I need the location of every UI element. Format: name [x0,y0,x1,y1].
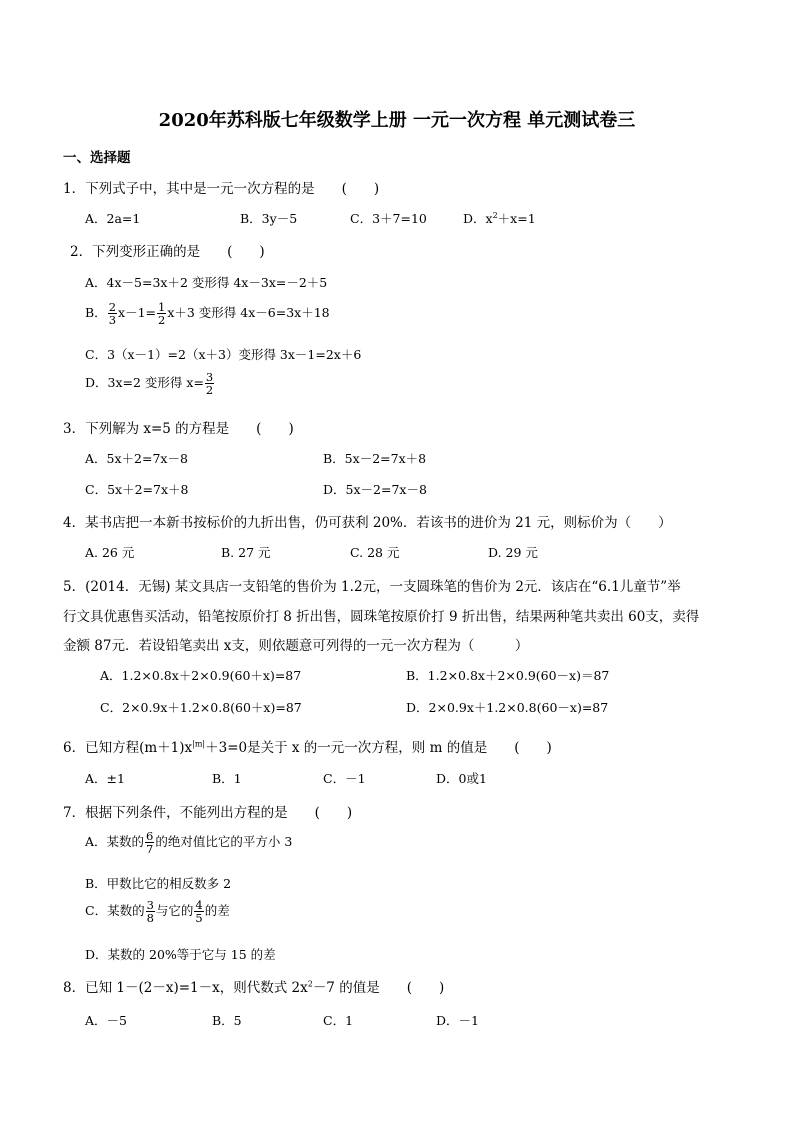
q3-option-d: D．5x－2=7x－8 [323,482,427,497]
section-heading: 一、选择题 [63,150,131,166]
q7-option-d: D．某数的 20%等于它与 15 的差 [85,947,276,962]
q6-option-c: C．－1 [323,771,366,786]
q5-option-c: C．2×0.9x＋1.2×0.8(60＋x)=87 [100,700,302,715]
q5-option-a: A．1.2×0.8x＋2×0.9(60＋x)=87 [100,668,302,683]
q3-option-b: B．5x－2=7x＋8 [323,451,427,466]
q8-option-c: C．1 [323,1013,354,1028]
question-5-line-1: 5．(2014．无锡) 某文具店一支铅笔的售价为 1.2元，一支圆珠笔的售价为 2元．该店在“6.1儿童节”举 [63,579,681,595]
question-2-stem: 2．下列变形正确的是 ( ) [70,244,265,260]
q1-option-a: A．2a=1 [85,211,141,226]
question-5-line-3: 金额 87元．若设铅笔卖出 x支，则依题意可列得的一元一次方程为（ ） [63,638,529,654]
q6-option-a: A．±1 [85,771,125,786]
q8-option-a: A．－5 [85,1013,127,1028]
q7-option-c: C．某数的 $\frac{3}{8}$ 与它的 $\frac{4}{5}$ 的差 [85,898,230,926]
question-4-stem: 4．某书店把一本新书按标价的九折出售，仍可获利 20%．若该书的进价为 21 元，则标价为（ ） [63,515,672,531]
q4-option-b: B. 27 元 [221,545,271,560]
q5-option-d: D．2×0.9x＋1.2×0.8(60－x)=87 [406,700,609,715]
q2-option-b: B． $\frac{2}{3}$ x－1= $\frac{1}{2}$ x＋3 变形得 4x－6=3x＋18 [85,300,330,328]
fraction-6-7: $\frac{6}{7}$ [146,829,154,857]
q8-option-b: B．5 [212,1013,242,1028]
q5-option-b: B．1.2×0.8x＋2×0.9(60－x)＝87 [406,668,610,683]
q3-option-a: A．5x＋2=7x－8 [85,451,188,466]
q7-option-b: B．甲数比它的相反数多 2 [85,876,232,891]
q1-option-b: B．3y－5 [240,211,298,226]
fraction-3-8: $\frac{3}{8}$ [146,898,154,926]
q3-option-c: C．5x＋2=7x＋8 [85,482,189,497]
q2-option-a: A．4x－5=3x＋2 变形得 4x－3x=－2＋5 [85,275,328,290]
fraction-2-3: $\frac{2}{3}$ [108,300,117,328]
q2-option-d: D．3x=2 变形得 x= $\frac{3}{2}$ [85,370,214,398]
q4-option-c: C. 28 元 [350,545,400,560]
question-7-stem: 7．根据下列条件，不能列出方程的是 ( ) [63,805,353,821]
q1-option-c: C．3＋7=10 [350,211,427,226]
q4-option-a: A. 26 元 [85,545,135,560]
fraction-3-2: $\frac{3}{2}$ [205,370,214,398]
fraction-1-2: $\frac{1}{2}$ [158,300,166,328]
question-1-stem: 1．下列式子中，其中是一元一次方程的是 ( ) [63,181,380,197]
question-5-line-2: 行文具优惠售买活动，铅笔按原价打 8 折出售，圆珠笔按原价打 9 折出售，结果两种笔共卖出 60支，卖得 [63,609,700,625]
q4-option-d: D. 29 元 [488,545,538,560]
fraction-4-5: $\frac{4}{5}$ [195,898,203,926]
q6-option-d: D．0或1 [436,771,487,786]
q6-option-b: B．1 [212,771,242,786]
q1-option-d: D．$x^2+x=1$ [463,210,536,226]
q7-option-a: A．某数的 $\frac{6}{7}$ 的绝对值比它的平方小 3 [85,829,293,857]
question-3-stem: 3．下列解为 x=5 的方程是 ( ) [63,421,294,437]
question-8-stem: 8．已知 1－(2－x)=1－x，则代数式 $2x^2-7$ 的值是 ( ) [63,979,445,996]
page-title: 2020年苏科版七年级数学上册 一元一次方程 单元测试卷三 [158,110,636,131]
q8-option-d: D．－1 [436,1013,479,1028]
q2-option-c: C．3（x－1）=2（x＋3）变形得 3x－1=2x＋6 [85,347,362,362]
question-6-stem: 6．已知方程$(m+1)x^{|m|}+3=0$是关于 x 的一元一次方程，则 m 的值是 ( ) [63,739,552,756]
